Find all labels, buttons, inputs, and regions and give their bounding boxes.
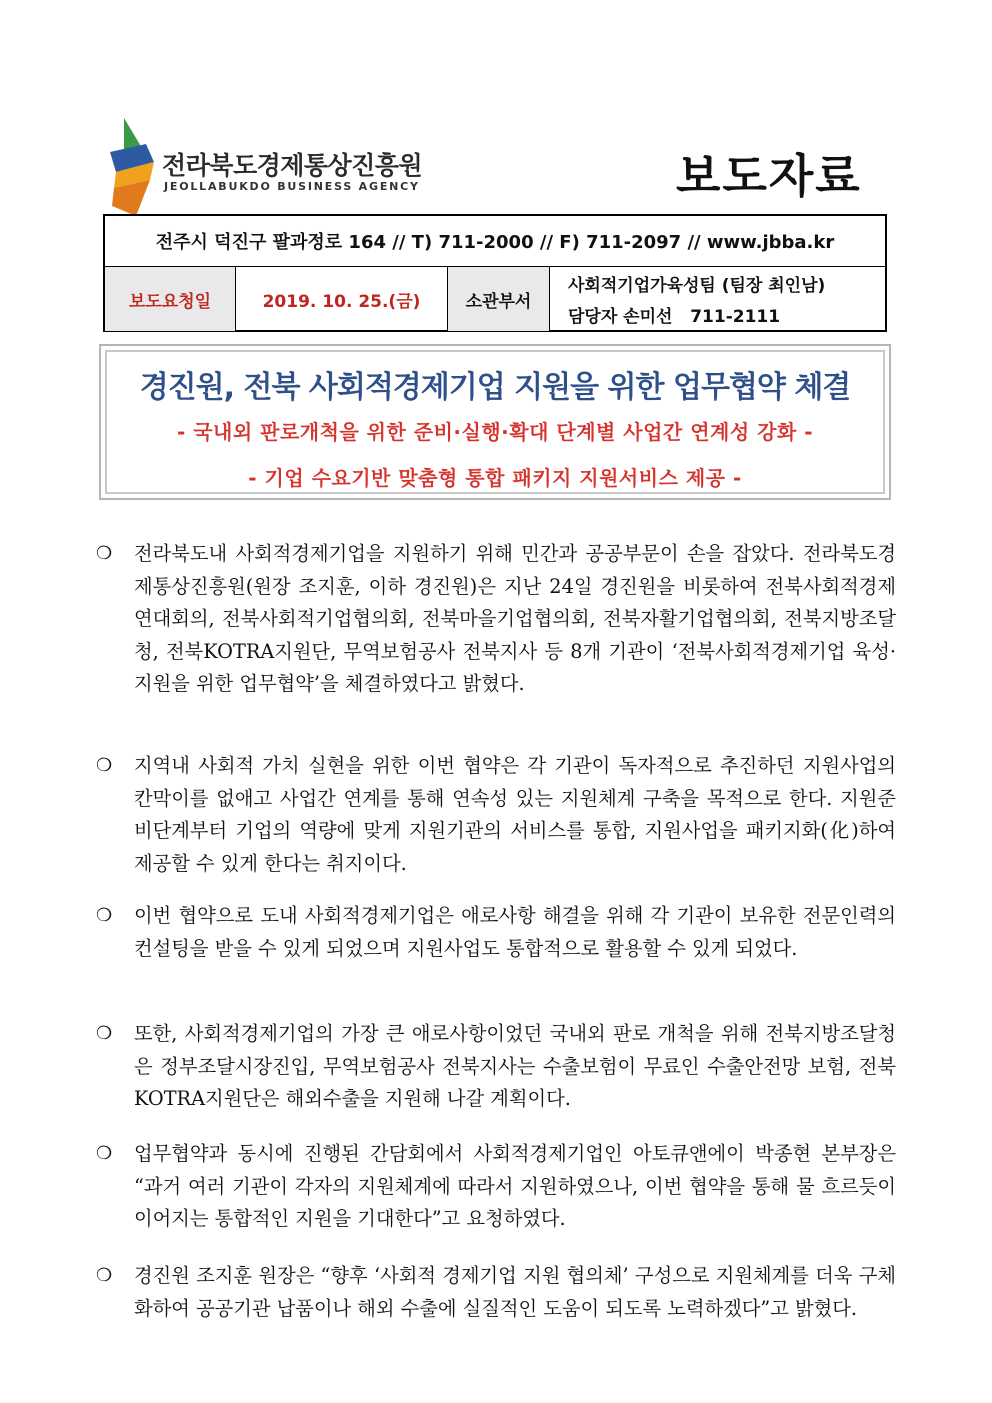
paragraph-text: 전라북도내 사회적경제기업을 지원하기 위해 민간과 공공부문이 손을 잡았다. 전라북도경제통상진흥원(원장 조지훈, 이하 경진원)은 지난 24일 경진원을 비롯하여 전북사회적경제연대회의, 전북사회적기업협의회, 전북마을기업협의회, 전북자활기업협의회, 전북지방조달청, 전북KOTRA지원단, 무역보험공사 전북지사 등 8개 기관이 ‘전북사회적경제기업 육성·지원을 위한 업무협약’을 체결하였다고 밝혔다. bbox=[134, 542, 896, 695]
paragraph-text: 업무협약과 동시에 진행된 간담회에서 사회적경제기업인 아토큐앤에이 박종현 본부장은 “과거 여러 기관이 각자의 지원체계에 따라서 지원하였으나, 이번 협약을 통해 물 흐르듯이 이어지는 통합적인 지원을 기대한다”고 요청하였다. bbox=[134, 1142, 896, 1230]
agency-logo bbox=[106, 118, 426, 218]
title-box bbox=[99, 344, 891, 500]
paragraph bbox=[96, 1018, 896, 1116]
paragraph-text: 또한, 사회적경제기업의 가장 큰 애로사항이었던 국내외 판로 개척을 위해 전북지방조달청은 정부조달시장진입, 무역보험공사 전북지사는 수출보험이 무료인 수출안전망 보험, 전북KOTRA지원단은 해외수출을 지원해 나갈 계획이다. bbox=[134, 1022, 896, 1110]
agency-logo-mark-icon bbox=[106, 118, 158, 218]
paragraph bbox=[96, 1138, 896, 1236]
bullet-icon: ❍ bbox=[96, 1265, 113, 1286]
paragraph-text: 이번 협약으로 도내 사회적경제기업은 애로사항 해결을 위해 각 기관이 보유한 전문인력의 컨설팅을 받을 수 있게 되었으며 지원사업도 통합적으로 활용할 수 있게 되었다. bbox=[134, 904, 896, 960]
paragraph-text: 경진원 조지훈 원장은 “향후 ‘사회적 경제기업 지원 협의체’ 구성으로 지원체계를 더욱 구체화하여 공공기관 납품이나 해외 수출에 실질적인 도움이 되도록 노력하겠다”고 밝혔다. bbox=[134, 1264, 896, 1320]
dept-name: 사회적기업가육성팀 (팀장 최인남) bbox=[568, 276, 826, 296]
doc-type-title: 보도자료 bbox=[676, 149, 862, 203]
paragraph bbox=[96, 538, 896, 701]
agency-name-kr: 전라북도경제통상진흥원 bbox=[162, 151, 423, 180]
bullet-icon: ❍ bbox=[96, 755, 113, 776]
request-date: 2019. 10. 25.(금) bbox=[236, 267, 448, 331]
bullet-icon: ❍ bbox=[96, 905, 113, 926]
contact-line: 전주시 덕진구 팔과정로 164 // T) 711-2000 // F) 711-2097 // www.jbba.kr bbox=[105, 216, 885, 267]
contact-person: 담당자 손미선 711-2111 bbox=[568, 307, 781, 327]
agency-name-en: JEOLLABUKDO BUSINESS AGENCY bbox=[164, 180, 420, 193]
headline: 경진원, 전북 사회적경제기업 지원을 위한 업무협약 체결 bbox=[139, 370, 851, 405]
paragraph bbox=[96, 750, 896, 880]
bullet-icon: ❍ bbox=[96, 1023, 113, 1044]
dept-cell bbox=[550, 267, 885, 331]
paragraph bbox=[96, 1260, 896, 1325]
subtitle-2: - 기업 수요기반 맞춤형 통합 패키지 지원서비스 제공 - bbox=[248, 466, 742, 490]
subtitle-1: - 국내외 판로개척을 위한 준비·실행·확대 단계별 사업간 연계성 강화 - bbox=[176, 420, 814, 444]
info-row bbox=[105, 267, 885, 331]
bullet-icon: ❍ bbox=[96, 543, 113, 564]
bullet-icon: ❍ bbox=[96, 1143, 113, 1164]
dept-label: 소관부서 bbox=[448, 267, 550, 331]
title-box-inner bbox=[105, 350, 885, 494]
info-table bbox=[103, 214, 887, 332]
paragraph bbox=[96, 900, 896, 965]
request-date-label: 보도요청일 bbox=[105, 267, 236, 331]
paragraph-text: 지역내 사회적 가치 실현을 위한 이번 협약은 각 기관이 독자적으로 추진하던 지원사업의 칸막이를 없애고 사업간 연계를 통해 연속성 있는 지원체계 구축을 목적으로 한다. 지원준비단계부터 기업의 역량에 맞게 지원기관의 서비스를 통합, 지원사업을 패키지화(化)하여 제공할 수 있게 한다는 취지이다. bbox=[134, 754, 896, 875]
